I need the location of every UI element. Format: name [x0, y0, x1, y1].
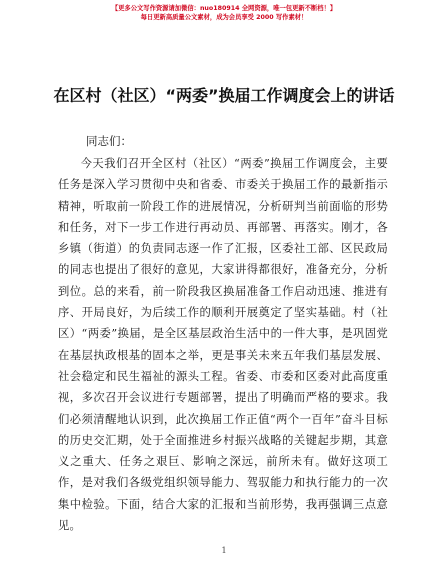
page-number: 1: [221, 546, 227, 555]
body-paragraph: 今天我们召开全区村（社区）“两委”换届工作调度会，主要任务是深入学习贯彻中央和省委、市委关于换届工作的最新指示精神，听取前一阶段工作的进展情况，分析研判当前面临的形势和任务，对下一步工作进行再动员、再部署、再落实。刚才，各乡镇（街道）的负责同志逐一作了汇报，区委社工部、区民政局的同志也提出了很好的意见，大家讲得都很好，准备充分，分析到位。总的来看，前一阶段我区换届准备工作启动迅速、推进有序、开局良好，为后续工作的顺利开展奠定了坚实基础。村（社区）“两委”换届，是全区基层政治生活中的一件大事，是巩固党在基层执政根基的固本之举，更是事关未来五年我们基层发展、社会稳定和民生福祉的源头工程。省委、市委和区委对此高度重视，多次召开会议进行专题部署，提出了明确而严格的要求。我们必须清醒地认识到，此次换届工作正值“两个一百年”奋斗目标的历史交汇期，处于全面推进乡村振兴战略的关键起步期，其意义之重大、任务之艰巨、影响之深远，前所未有。做好这项工作，是对我们各级党组织领导能力、驾驭能力和执行能力的一次集中检验。下面，结合大家的汇报和当前形势，我再强调三点意见。: [58, 157, 388, 533]
promo-banner-line-2: 每日更新高质量公文素材，成为会员享受 2000 写作素材！: [140, 14, 308, 21]
promo-banner: [0, 4, 448, 22]
promo-banner-line-1: 【更多公文写作资源请加微信：nuo180914 全网资源，唯一包更新不断档！】: [111, 5, 337, 12]
document-body: [58, 153, 388, 536]
document-title: 在区村（社区）“两委”换届工作调度会上的讲话: [53, 86, 395, 105]
salutation: 同志们：: [86, 134, 132, 148]
